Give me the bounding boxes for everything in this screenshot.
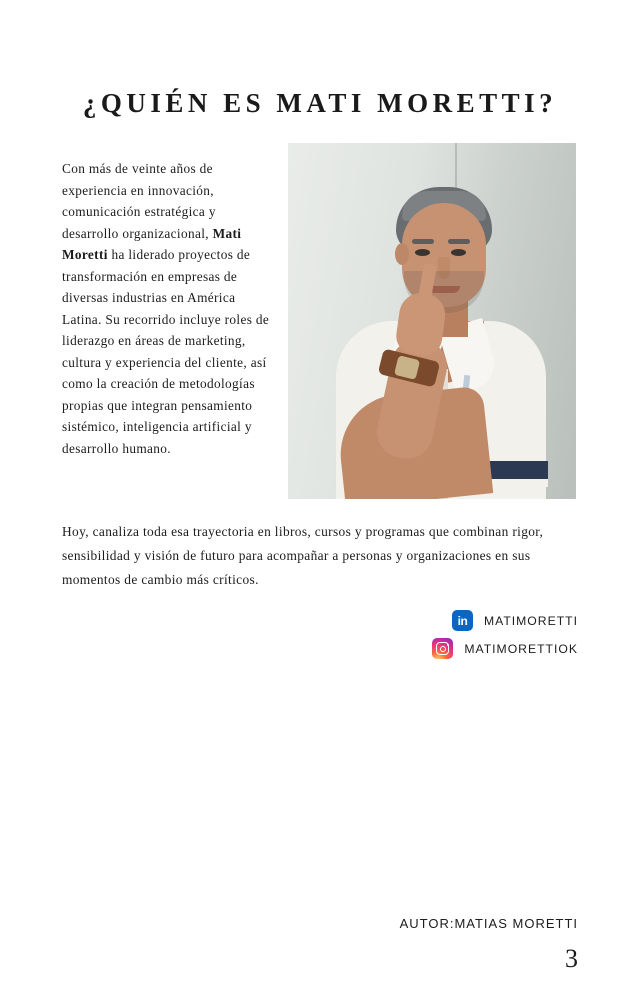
portrait-eyebrow-left: [412, 239, 434, 244]
linkedin-icon-glyph: in: [457, 613, 468, 628]
bio-highlight-name: Mati Moretti: [62, 225, 242, 263]
instagram-handle: MATIMORETTIOK: [464, 641, 578, 656]
portrait-eye-left: [415, 249, 430, 256]
page-number: 3: [565, 944, 578, 973]
instagram-icon: [432, 638, 453, 659]
portrait-eye-right: [451, 249, 466, 256]
social-link-linkedin[interactable]: [452, 610, 578, 631]
bio-text-part2: ha liderado proyectos de transformación en empresas de diversas industrias en América Latina. Su recorrido incluye roles de liderazgo en áreas de marketing, cultura y experiencia del cliente, así como la creación de metodologías propias que integran pensamiento sistémico, inteligencia artificial y desarrollo humano.: [62, 247, 270, 456]
social-links: [0, 610, 578, 659]
linkedin-icon: [452, 610, 473, 631]
portrait-photo: [288, 143, 576, 499]
social-link-instagram[interactable]: [432, 638, 578, 659]
bio-paragraph: [62, 158, 274, 459]
closing-paragraph: Hoy, canaliza toda esa trayectoria en libros, cursos y programas que combinan rigor, sensibilidad y visión de futuro para acompañar a personas y organizaciones en sus momentos de cambio más críticos.: [62, 524, 544, 587]
portrait-sleeve-cuff-edge: [486, 479, 548, 487]
instagram-icon-lens: [440, 646, 446, 652]
footer-author: AUTOR:MATIAS MORETTI: [399, 916, 578, 931]
portrait-ear: [395, 243, 409, 265]
portrait-eyebrow-right: [448, 239, 470, 244]
linkedin-handle: MATIMORETTI: [483, 613, 578, 628]
page-title: ¿QUIÉN ES MATI MORETTI?: [82, 88, 558, 118]
portrait-sleeve-cuff: [486, 461, 548, 479]
instagram-icon-dot: [447, 644, 449, 646]
bio-text-part1: Con más de veinte años de experiencia en innovación, comunicación estratégica y desarrollo organizacional,: [62, 161, 216, 241]
